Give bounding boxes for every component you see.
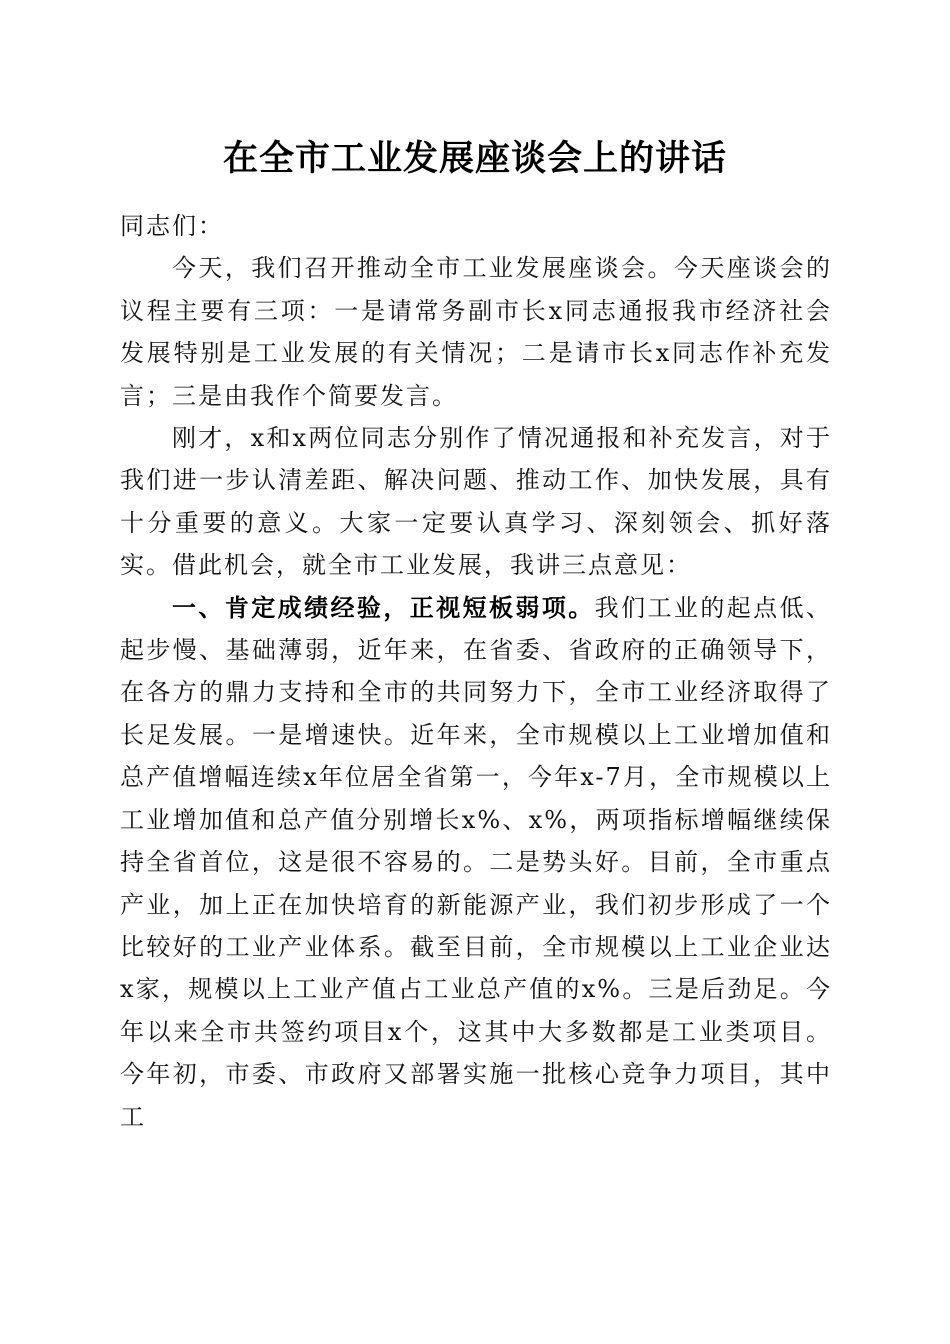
document-title: 在全市工业发展座谈会上的讲话 (222, 138, 727, 179)
document-body (120, 205, 832, 1138)
section-1-heading: 一、肯定成绩经验，正视短板弱项。 (172, 593, 595, 622)
section-1-text: 我们工业的起点低、起步慢、基础薄弱，近年来，在省委、省政府的正确领导下，在各方的鼎力支持和全市的共同努力下，全市工业经济取得了长足发展。一是增速快。近年来，全市规模以上工业增加值和总产值增幅连续x年位居全省第一，今年x-7月，全市规模以上工业增加值和总产值分别增长x%、x%，两项指标增幅继续保持全省首位，这是很不容易的。二是势头好。目前，全市重点产业，加上正在加快培育的新能源产业，我们初步形成了一个比较好的工业产业体系。截至目前，全市规模以上工业企业达x家，规模以上工业产值占工业总产值的x%。三是后劲足。今年以来全市共签约项目x个，这其中大多数都是工业类项目。今年初，市委、市政府又部署实施一批核心竞争力项目，其中工 (120, 593, 833, 1131)
paragraph-opinions: 刚才，x和x两位同志分别作了情况通报和补充发言，对于我们进一步认清差距、解决问题、推动工作、加快发展，具有十分重要的意义。大家一定要认真学习、深刻领会、抓好落实。借此机会，就全市工业发展，我讲三点意见： (120, 424, 832, 580)
paragraph-section-1 (120, 587, 832, 1138)
paragraph-agenda: 今天，我们召开推动全市工业发展座谈会。今天座谈会的议程主要有三项：一是请常务副市长x同志通报我市经济社会发展特别是工业发展的有关情况；二是请市长x同志作补充发言；三是由我作个简要发言。 (120, 254, 832, 410)
salutation: 同志们： (120, 212, 224, 240)
